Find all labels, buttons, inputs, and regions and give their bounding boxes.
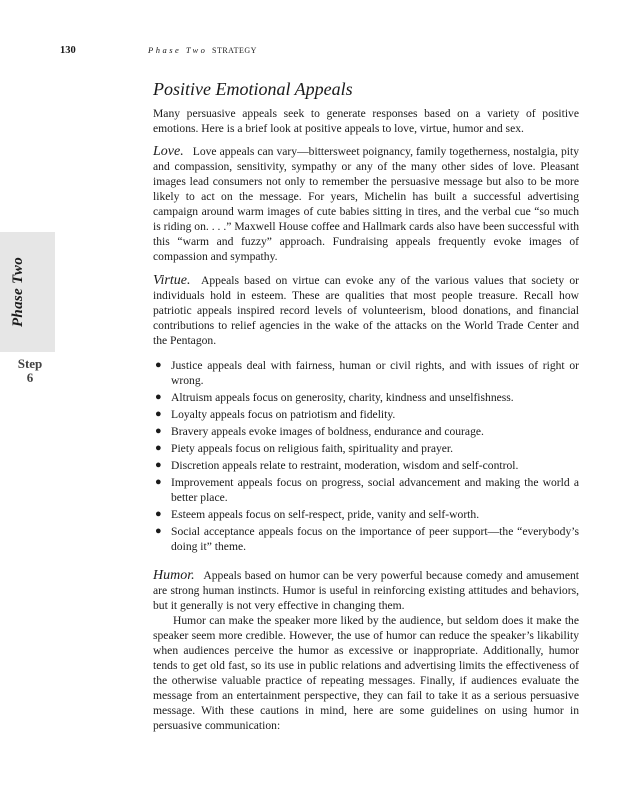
- list-item: ● Esteem appeals focus on self-respect, pride, vanity and self-worth.: [155, 508, 480, 521]
- virtue-text: Appeals based on virtue can evoke any of the various values that society or individuals hold in esteem. These are qualities that most people treasure. Recall how patriotic appeals inspired record levels of volunteerism, blood donations, and financial contributions to relief agencies in the wake of the attacks on the World Trade Center and the Pentagon.: [153, 274, 579, 347]
- page-content: [153, 78, 579, 733]
- humor-paragraph-2: Humor can make the speaker more liked by the audience, but seldom does it make the speaker seem more credible. However, the use of humor can reduce the speaker’s likability when audiences perceive the humor as excessive or inappropriate. Additionally, humor tends to get old fast, so its use in public relations and advertising limits the effectiveness of the otherwise valuable practice of repeating messages. Finally, if audiences evaluate the message from an entertainment perspective, they can fail to take it as a serious persuasive message. With these cautions in mind, here are some guidelines on using humor in persuasive communication:: [153, 614, 579, 732]
- intro-paragraph: Many persuasive appeals seek to generate responses based on a variety of positive emotions. Here is a brief look at positive appeals to love, virtue, humor and sex.: [153, 107, 579, 135]
- part-label: Phase Two: [148, 45, 208, 55]
- list-item: ● Altruism appeals focus on generosity, charity, kindness and unselfishness.: [155, 391, 514, 404]
- running-head: [60, 45, 583, 59]
- humor-paragraph: [153, 568, 579, 613]
- bullet-icon: ●: [155, 476, 162, 488]
- list-item: ● Discretion appeals relate to restraint, moderation, wisdom and self-control.: [155, 459, 519, 472]
- section-title: Positive Emotional Appeals: [153, 79, 353, 99]
- bullet-icon: ●: [155, 459, 162, 471]
- love-text: Love appeals can vary—bittersweet poignancy, family togetherness, nostalgia, pity and compassion, sensitivity, sympathy or any of the many other sides of love. Pleasant images lead consumers not only to remember the persuasive message but also to be more likely to act on the message. For years, Michelin has built a successful advertising campaign around warm images of cute babies sitting in tires, and the verbal cue “so much is riding on. . . .” Maxwell House coffee and Hallmark cards also have been successful with this “warm and fuzzy” approach. Fundraising appeals frequently evoke images of compassion and sympathy.: [153, 145, 580, 263]
- love-heading: Love.: [153, 144, 184, 159]
- section-label: STRATEGY: [212, 46, 257, 55]
- humor-text: Appeals based on humor can be very powerful because comedy and amusement are strong human instincts. Humor is useful in reinforcing existing attitudes and behaviors, but it generally is not very effective in changing them.: [153, 569, 579, 612]
- bullet-icon: ●: [155, 508, 162, 520]
- bullet-icon: ●: [155, 359, 162, 371]
- list-item: ● Loyalty appeals focus on patriotism and fidelity.: [155, 408, 396, 421]
- virtue-appeals-list: [153, 358, 579, 554]
- page-number: 130: [60, 45, 76, 56]
- list-item: ● Improvement appeals focus on progress, social advancement and making the world a better place.: [155, 476, 579, 504]
- list-item: ● Justice appeals deal with fairness, human or civil rights, and with issues of right or wrong.: [155, 359, 579, 387]
- list-item: ● Bravery appeals evoke images of boldness, endurance and courage.: [155, 425, 484, 438]
- bullet-icon: ●: [155, 525, 162, 537]
- step-word: Step: [17, 356, 43, 371]
- step-label: [14, 357, 46, 385]
- step-number: 6: [26, 370, 34, 385]
- bullet-icon: ●: [155, 391, 162, 403]
- love-paragraph: [153, 144, 579, 264]
- humor-heading: Humor.: [153, 568, 195, 583]
- side-tab-phase: Phase Two: [10, 256, 26, 328]
- bullet-icon: ●: [155, 425, 162, 437]
- list-item: ● Piety appeals focus on religious faith, spirituality and prayer.: [155, 442, 454, 455]
- virtue-heading: Virtue.: [153, 273, 191, 288]
- virtue-paragraph: [153, 273, 579, 348]
- bullet-icon: ●: [155, 408, 162, 420]
- side-tab: [0, 232, 55, 352]
- bullet-icon: ●: [155, 442, 162, 454]
- list-item: ● Social acceptance appeals focus on the importance of peer support—the “everybody’s doing it” theme.: [155, 525, 579, 553]
